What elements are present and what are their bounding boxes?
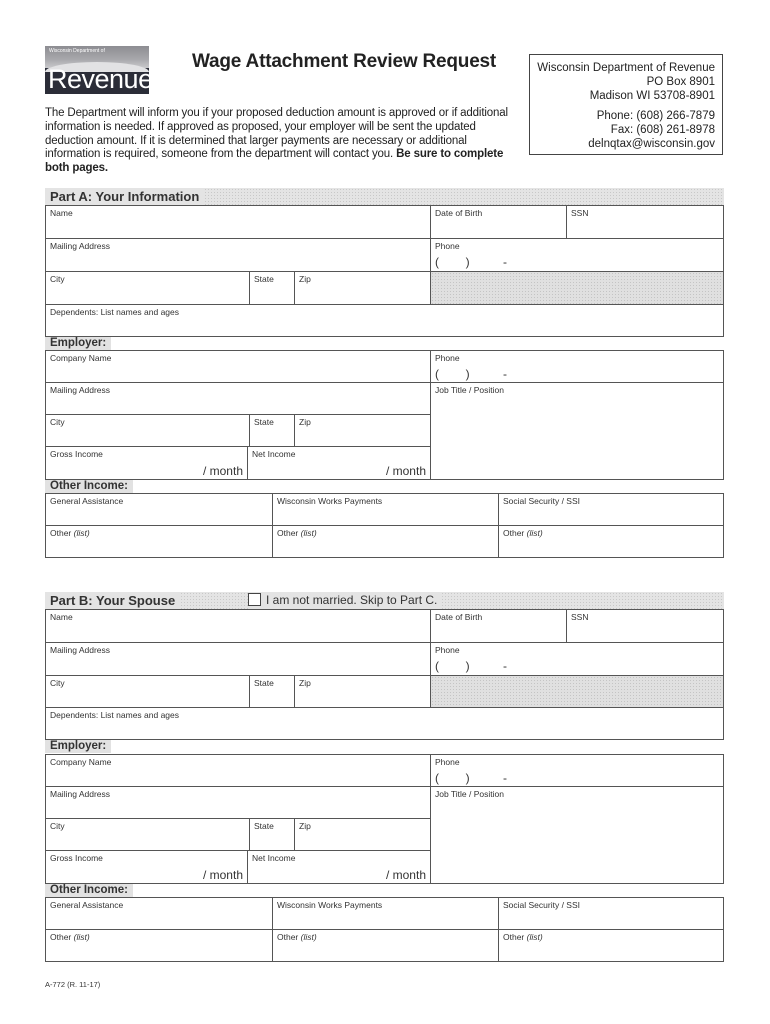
part-a-other-income-header: Other Income: <box>45 480 724 493</box>
part-a-social-security-field[interactable]: Social Security / SSI <box>498 493 724 526</box>
part-a-other-field-3[interactable]: Other (list) <box>498 525 724 558</box>
part-a-employer-city-field[interactable]: City <box>45 414 250 447</box>
part-b-other-field-3[interactable]: Other (list) <box>498 929 724 962</box>
contact-po-box: PO Box 8901 <box>646 76 715 88</box>
part-a-gross-income-field[interactable]: Gross Income / month <box>45 446 248 480</box>
part-a-employer-address-field[interactable]: Mailing Address <box>45 382 431 415</box>
part-a-general-assistance-field[interactable]: General Assistance <box>45 493 273 526</box>
part-a-employer-company-field[interactable]: Company Name <box>45 350 431 383</box>
contact-email[interactable]: delnqtax@wisconsin.gov <box>588 138 715 150</box>
part-b-phone-field[interactable]: Phone ( ) - <box>430 642 724 676</box>
part-b-general-assistance-field[interactable]: General Assistance <box>45 897 273 930</box>
part-b-gross-income-field[interactable]: Gross Income / month <box>45 850 248 884</box>
part-b-name-field[interactable]: Name <box>45 609 431 643</box>
part-a-w2-payments-field[interactable]: Wisconsin Works Payments <box>272 493 499 526</box>
contact-phone: Phone: (608) 266-7879 <box>596 110 715 122</box>
part-b-dob-field[interactable]: Date of Birth <box>430 609 567 643</box>
part-a-employer-header: Employer: <box>45 337 724 350</box>
part-a-employer-job-title-field[interactable]: Job Title / Position <box>430 382 724 480</box>
part-a-other-field-1[interactable]: Other (list) <box>45 525 273 558</box>
not-married-checkbox[interactable] <box>248 593 261 606</box>
part-a-ssn-field[interactable]: SSN <box>566 205 724 239</box>
part-a-city-field[interactable]: City <box>45 271 250 305</box>
part-b-net-income-field[interactable]: Net Income / month <box>247 850 431 884</box>
part-a-name-field[interactable]: Name <box>45 205 431 239</box>
part-b-employer-job-title-field[interactable]: Job Title / Position <box>430 786 724 884</box>
part-b-employer-zip-field[interactable]: Zip <box>294 818 431 851</box>
page-title: Wage Attachment Review Request <box>192 51 497 72</box>
contact-org: Wisconsin Department of Revenue <box>537 62 715 74</box>
logo-big-text: Revenue <box>48 64 153 94</box>
part-b-header: Part B: Your Spouse I am not married. Skip to Part C. <box>45 592 724 609</box>
part-a-other-field-2[interactable]: Other (list) <box>272 525 499 558</box>
part-b-employer-state-field[interactable]: State <box>249 818 295 851</box>
part-a-employer-state-field[interactable]: State <box>249 414 295 447</box>
part-a-net-income-field[interactable]: Net Income / month <box>247 446 431 480</box>
part-a-header: Part A: Your Information <box>45 188 724 205</box>
part-a-shaded-cell <box>430 271 724 305</box>
part-b-state-field[interactable]: State <box>249 675 295 708</box>
part-b-employer-header: Employer: <box>45 740 724 753</box>
part-b-shaded-cell <box>430 675 724 708</box>
part-b-dependents-field[interactable]: Dependents: List names and ages <box>45 707 724 740</box>
part-b-zip-field[interactable]: Zip <box>294 675 431 708</box>
part-a-state-field[interactable]: State <box>249 271 295 305</box>
contact-fax: Fax: (608) 261-8978 <box>610 124 715 136</box>
intro-paragraph: The Department will inform you if your proposed deduction amount is approved or if additional information is needed. If approved as proposed, your employer will be sent the updated deduction amount. If it is determined that larger payments are necessary or additional information is required, someone from the department will contact you. Be sure to complete both pages. <box>45 107 508 175</box>
part-a-employer-zip-field[interactable]: Zip <box>294 414 431 447</box>
logo-small-text: Wisconsin Department of <box>49 48 105 54</box>
part-a-dob-field[interactable]: Date of Birth <box>430 205 567 239</box>
part-b-city-field[interactable]: City <box>45 675 250 708</box>
part-a-phone-field[interactable]: Phone ( ) - <box>430 238 724 272</box>
contact-city-zip: Madison WI 53708-8901 <box>589 90 715 102</box>
part-b-employer-phone-field[interactable]: Phone ( ) - <box>430 754 724 787</box>
part-b-social-security-field[interactable]: Social Security / SSI <box>498 897 724 930</box>
part-b-other-field-1[interactable]: Other (list) <box>45 929 273 962</box>
part-b-employer-city-field[interactable]: City <box>45 818 250 851</box>
part-b-mailing-address-field[interactable]: Mailing Address <box>45 642 431 676</box>
part-a-employer-phone-field[interactable]: Phone ( ) - <box>430 350 724 383</box>
part-b-employer-company-field[interactable]: Company Name <box>45 754 431 787</box>
contact-box <box>529 54 723 155</box>
part-b-other-income-header: Other Income: <box>45 884 724 897</box>
part-a-dependents-field[interactable]: Dependents: List names and ages <box>45 304 724 337</box>
dor-logo <box>45 46 153 94</box>
part-b-employer-address-field[interactable]: Mailing Address <box>45 786 431 819</box>
part-b-ssn-field[interactable]: SSN <box>566 609 724 643</box>
part-a-mailing-address-field[interactable]: Mailing Address <box>45 238 431 272</box>
part-b-other-field-2[interactable]: Other (list) <box>272 929 499 962</box>
not-married-option[interactable]: I am not married. Skip to Part C. <box>248 592 440 609</box>
part-a-zip-field[interactable]: Zip <box>294 271 431 305</box>
form-id: A-772 (R. 11-17) <box>45 980 101 989</box>
part-b-w2-payments-field[interactable]: Wisconsin Works Payments <box>272 897 499 930</box>
